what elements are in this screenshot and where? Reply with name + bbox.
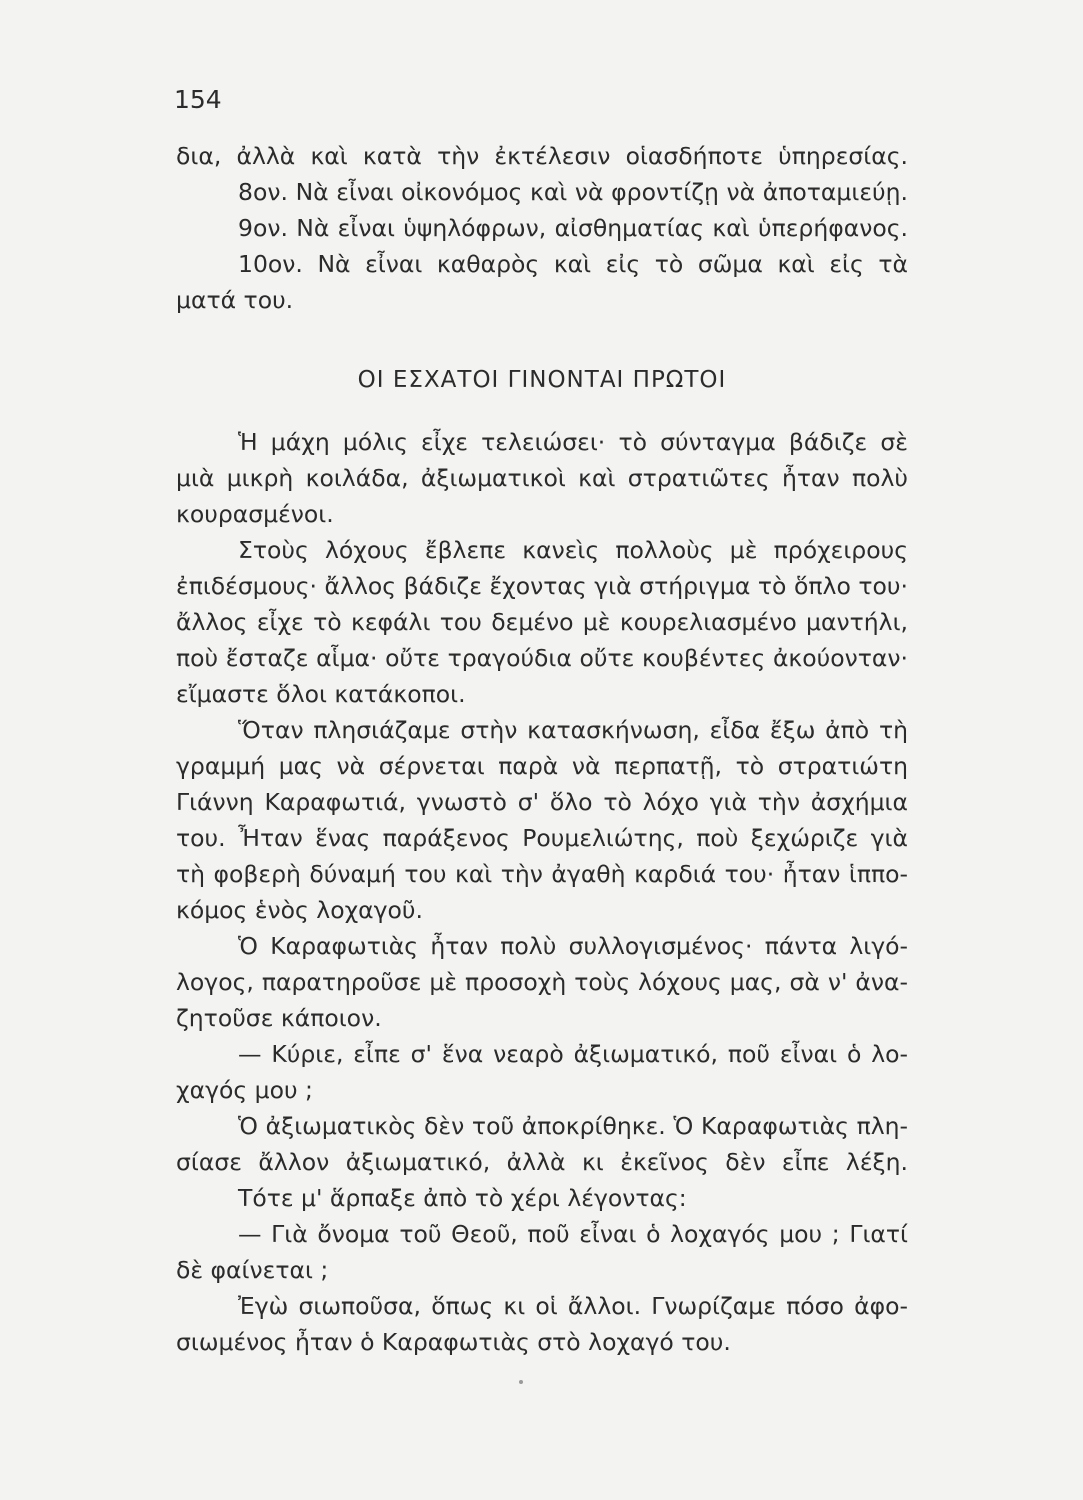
list-section xyxy=(176,138,908,318)
list-line: 10ον. Νὰ εἶναι καθαρὸς καὶ εἰς τὸ σῶμα καὶ εἰς τὰ xyxy=(238,250,908,278)
body-line: ἄλλος εἶχε τὸ κεφάλι του δεμένο μὲ κουρελιασμένο μαντήλι, xyxy=(176,608,908,636)
text-block xyxy=(176,138,908,1360)
page-number: 154 xyxy=(174,85,222,114)
body-line: Τότε μ' ἅρπαξε ἀπὸ τὸ χέρι λέγοντας: xyxy=(238,1184,687,1212)
body-line: Γιάννη Καραφωτιά, γνωστὸ σ' ὅλο τὸ λόχο γιὰ τὴν ἀσχήμια xyxy=(176,788,908,816)
body-line: Ὅταν πλησιάζαμε στὴν κατασκήνωση, εἶδα ἔξω ἀπὸ τὴ xyxy=(238,716,908,744)
body-line: Στοὺς λόχους ἔβλεπε κανεὶς πολλοὺς μὲ πρόχειρους xyxy=(238,536,908,564)
list-line: 8ον. Νὰ εἶναι οἰκονόμος καὶ νὰ φροντίζῃ νὰ ἀποταμιεύῃ. xyxy=(238,178,908,206)
body-line: ἐπιδέσμους· ἄλλος βάδιζε ἔχοντας γιὰ στήριγμα τὸ ὅπλο του· xyxy=(176,572,908,600)
body-line: — Γιὰ ὄνομα τοῦ Θεοῦ, ποῦ εἶναι ὁ λοχαγός μου ; Γιατί xyxy=(238,1220,908,1248)
body-line: εἴμαστε ὅλοι κατάκοποι. xyxy=(176,680,466,708)
story-body xyxy=(176,424,908,1360)
body-line: ποὺ ἔσταζε αἷμα· οὔτε τραγούδια οὔτε κουβέντες ἀκούονταν· xyxy=(176,644,908,672)
body-line: λογος, παρατηροῦσε μὲ προσοχὴ τοὺς λόχους μας, σὰ ν' ἀνα- xyxy=(176,968,908,996)
body-line: κουρασμένοι. xyxy=(176,500,334,528)
list-line: ματά του. xyxy=(176,286,294,314)
body-line: τὴ φοβερὴ δύναμή του καὶ τὴν ἀγαθὴ καρδιά του· ἦταν ἱππο- xyxy=(176,860,908,888)
body-line: Ὁ Καραφωτιὰς ἦταν πολὺ συλλογισμένος· πάντα λιγό- xyxy=(238,932,908,960)
body-line: Ἐγὼ σιωποῦσα, ὅπως κι οἱ ἄλλοι. Γνωρίζαμε πόσο ἀφο- xyxy=(238,1292,908,1320)
section-heading: ΟΙ ΕΣΧΑΤΟΙ ΓΙΝΟΝΤΑΙ ΠΡΩΤΟΙ xyxy=(357,367,727,393)
body-line: χαγός μου ; xyxy=(176,1076,313,1104)
body-line: Ἡ μάχη μόλις εἶχε τελειώσει· τὸ σύνταγμα βάδιζε σὲ xyxy=(238,428,908,456)
body-line: του. Ἦταν ἕνας παράξενος Ρουμελιώτης, ποὺ ξεχώριζε γιὰ xyxy=(176,824,908,852)
body-line: μιὰ μικρὴ κοιλάδα, ἀξιωματικοὶ καὶ στρατιῶτες ἦταν πολὺ xyxy=(176,464,908,492)
body-line: γραμμή μας νὰ σέρνεται παρὰ νὰ περπατῇ, τὸ στρατιώτη xyxy=(176,752,908,780)
body-line: ζητοῦσε κάποιον. xyxy=(176,1004,382,1032)
body-line: σιωμένος ἦταν ὁ Καραφωτιὰς στὸ λοχαγό του. xyxy=(176,1328,731,1356)
list-line: δια, ἀλλὰ καὶ κατὰ τὴν ἐκτέλεσιν οἱασδήποτε ὑπηρεσίας. xyxy=(176,142,908,170)
body-line: δὲ φαίνεται ; xyxy=(176,1256,329,1284)
print-speck xyxy=(519,1380,523,1384)
body-line: Ὁ ἀξιωματικὸς δὲν τοῦ ἀποκρίθηκε. Ὁ Καραφωτιὰς πλη- xyxy=(238,1112,908,1140)
body-line: — Κύριε, εἶπε σ' ἕνα νεαρὸ ἀξιωματικό, ποῦ εἶναι ὁ λο- xyxy=(238,1040,908,1068)
list-line: 9ον. Νὰ εἶναι ὑψηλόφρων, αἰσθηματίας καὶ ὑπερήφανος. xyxy=(238,214,908,242)
body-line: σίασε ἄλλον ἀξιωματικό, ἀλλὰ κι ἐκεῖνος δὲν εἶπε λέξη. xyxy=(176,1148,908,1176)
body-line: κόμος ἑνὸς λοχαγοῦ. xyxy=(176,896,423,924)
